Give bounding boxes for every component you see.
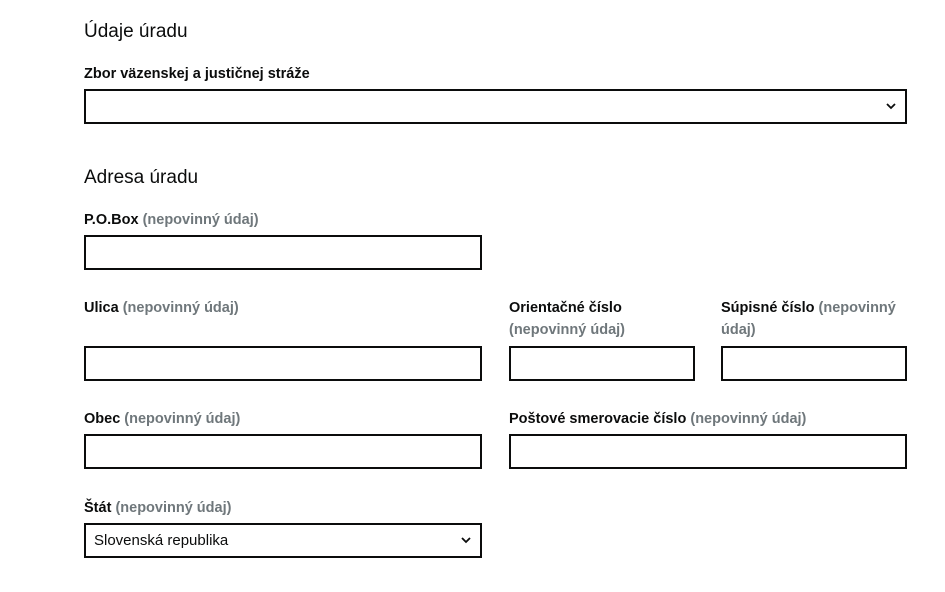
- street-optional-hint: (nepovinný údaj): [122, 300, 239, 316]
- country-optional-hint: (nepovinný údaj): [115, 500, 232, 516]
- registry-number-input[interactable]: [721, 346, 907, 381]
- chevron-down-icon: [885, 101, 897, 113]
- postal-code-label-text: Poštové smerovacie číslo: [509, 411, 687, 427]
- country-select[interactable]: [84, 523, 482, 558]
- country-label-text: Štát: [84, 500, 112, 516]
- postal-code-label: [509, 408, 806, 430]
- orientation-number-label-text: Orientačné číslo: [509, 300, 622, 316]
- street-label: [84, 297, 239, 319]
- postal-code-input[interactable]: [509, 434, 907, 469]
- chevron-down-icon: [460, 535, 472, 547]
- section-title-office-details: Údaje úradu: [84, 21, 188, 42]
- pobox-label-text: P.O.Box: [84, 212, 139, 228]
- registry-number-label: [721, 297, 911, 341]
- pobox-label: [84, 209, 259, 231]
- orientation-number-label: [509, 297, 689, 341]
- orientation-number-optional-hint: (nepovinný údaj): [509, 322, 625, 338]
- pobox-input[interactable]: [84, 235, 482, 270]
- section-title-office-address: Adresa úradu: [84, 167, 199, 188]
- orientation-number-input[interactable]: [509, 346, 695, 381]
- municipality-label: [84, 408, 240, 430]
- municipality-label-text: Obec: [84, 411, 121, 427]
- pobox-optional-hint: (nepovinný údaj): [142, 212, 259, 228]
- registry-number-optional-hint: (nepovinný údaj): [721, 300, 896, 338]
- country-select-value: Slovenská republika: [94, 532, 229, 549]
- office-select[interactable]: [84, 89, 907, 124]
- municipality-input[interactable]: [84, 434, 482, 469]
- postal-code-optional-hint: (nepovinný údaj): [690, 411, 807, 427]
- office-select-label: Zbor väzenskej a justičnej stráže: [84, 66, 310, 82]
- registry-number-label-text: Súpisné číslo: [721, 300, 815, 316]
- country-label: [84, 497, 231, 519]
- street-input[interactable]: [84, 346, 482, 381]
- street-label-text: Ulica: [84, 300, 119, 316]
- municipality-optional-hint: (nepovinný údaj): [124, 411, 241, 427]
